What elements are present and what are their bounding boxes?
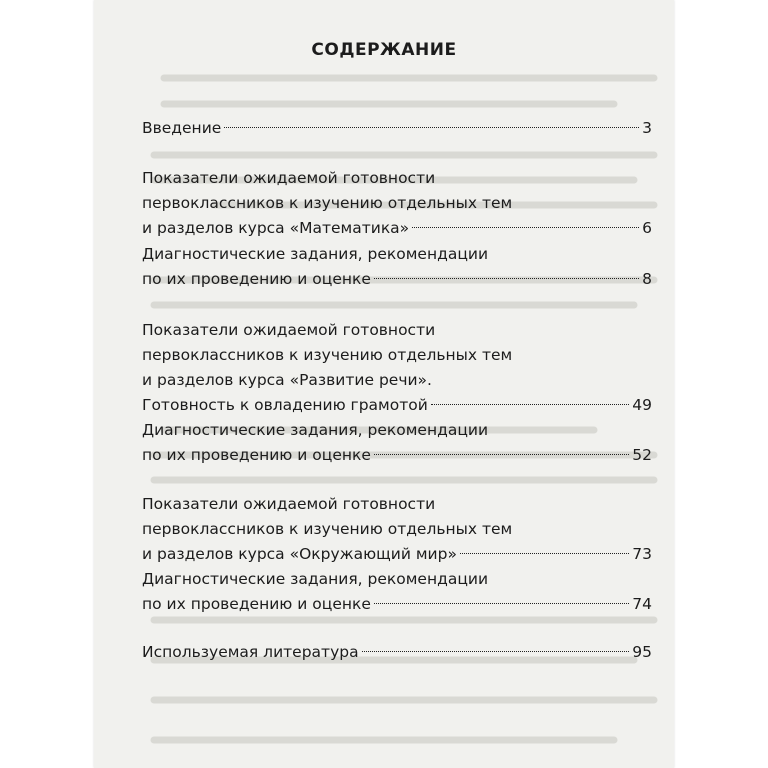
toc-entry-text: первоклассников к изучению отдельных тем xyxy=(142,194,513,212)
toc-entry-speech-diagnostics xyxy=(142,418,652,468)
dot-leader xyxy=(460,553,629,554)
dot-leader xyxy=(374,603,629,604)
page-title: СОДЕРЖАНИЕ xyxy=(311,40,457,60)
dot-leader xyxy=(224,127,639,128)
toc-entry-world-diagnostics xyxy=(142,567,652,617)
toc-entry-speech-readiness xyxy=(142,318,652,418)
toc-entry-text: первоклассников к изучению отдельных тем xyxy=(142,346,513,364)
toc-entry-references xyxy=(142,640,652,665)
book-page xyxy=(94,0,674,768)
toc-entry-text: Готовность к овладению грамотой xyxy=(142,396,428,414)
toc-entry-text: и разделов курса «Развитие речи». xyxy=(142,371,432,389)
dot-leader xyxy=(431,404,629,405)
toc-page-number: 49 xyxy=(632,396,652,414)
toc-entry-text: по их проведению и оценке xyxy=(142,595,371,613)
toc-entry-math-diagnostics xyxy=(142,242,652,292)
dot-leader xyxy=(412,227,639,228)
toc-entry-text: Показатели ожидаемой готовности xyxy=(142,495,436,513)
toc-entry-text: Диагностические задания, рекомендации xyxy=(142,245,489,263)
toc-entry-text: по их проведению и оценке xyxy=(142,446,371,464)
toc-entry-text: и разделов курса «Окружающий мир» xyxy=(142,545,457,563)
toc-entry-text: по их проведению и оценке xyxy=(142,270,371,288)
toc-entry-text: Используемая литература xyxy=(142,643,359,661)
toc-entry-math-readiness xyxy=(142,166,652,241)
toc-entry-text: и разделов курса «Математика» xyxy=(142,219,410,237)
toc-page-number: 6 xyxy=(642,219,652,237)
toc-entry-world-readiness xyxy=(142,492,652,567)
toc-entry-text: первоклассников к изучению отдельных тем xyxy=(142,520,513,538)
toc-entry-text: Показатели ожидаемой готовности xyxy=(142,321,436,339)
toc-page-number: 52 xyxy=(632,446,652,464)
dot-leader xyxy=(374,278,639,279)
toc-page-number: 3 xyxy=(642,119,652,137)
toc-entry-text: Диагностические задания, рекомендации xyxy=(142,570,489,588)
toc-entry-text: Показатели ожидаемой готовности xyxy=(142,169,436,187)
toc-page-number: 73 xyxy=(632,545,652,563)
toc-page-number: 8 xyxy=(642,270,652,288)
dot-leader xyxy=(362,651,630,652)
toc-entry-introduction xyxy=(142,116,652,141)
dot-leader xyxy=(374,454,629,455)
toc-page-number: 95 xyxy=(632,643,652,661)
toc-entry-text: Введение xyxy=(142,119,222,137)
toc-entry-text: Диагностические задания, рекомендации xyxy=(142,421,489,439)
toc-page-number: 74 xyxy=(632,595,652,613)
